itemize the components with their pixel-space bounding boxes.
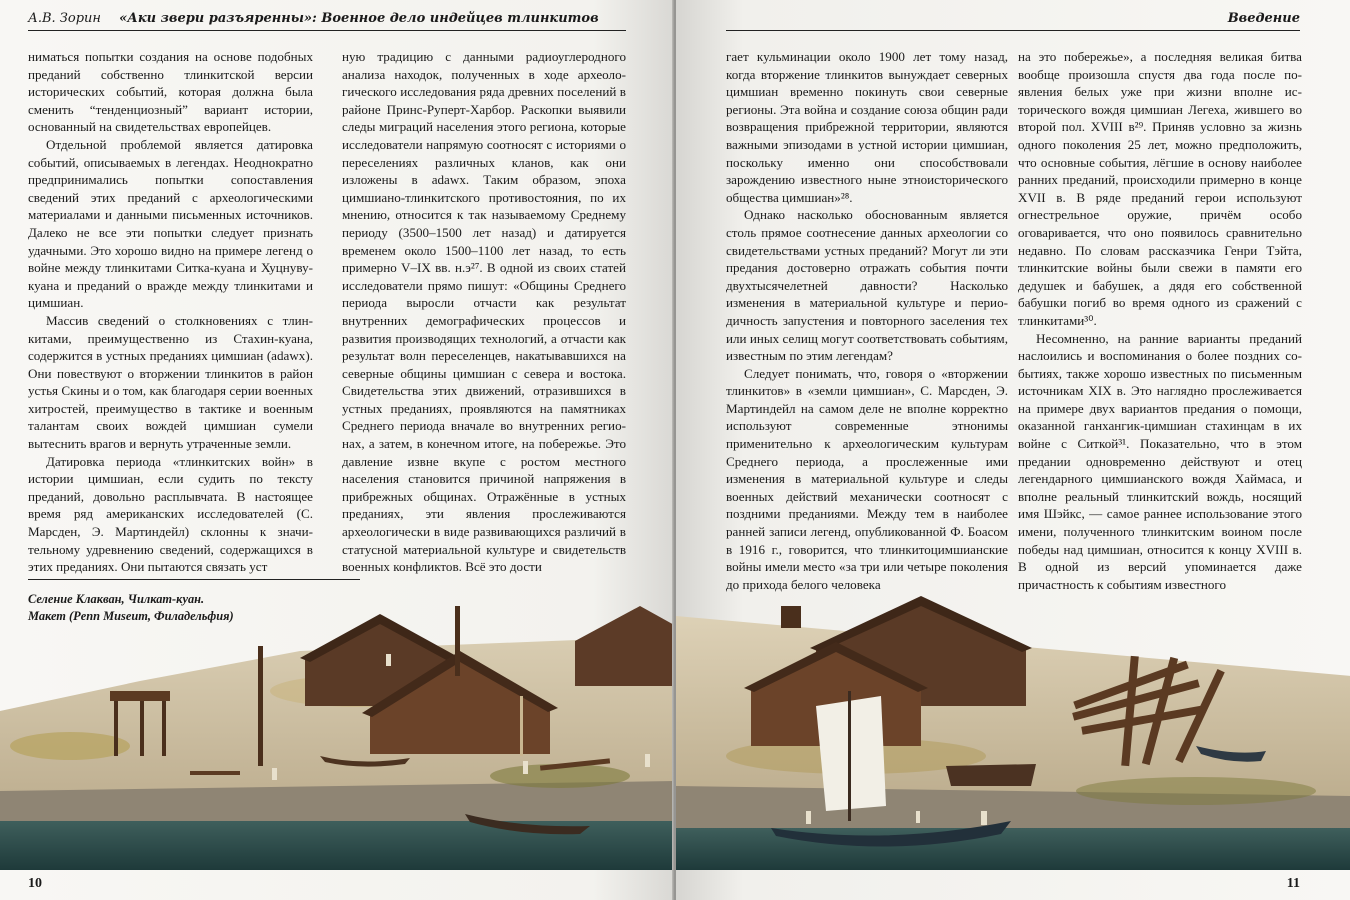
- paragraph: гает кульминации около 1900 лет тому назад, когда вторжение тлинкитов вынуждает северных цимшиан временно покинуть свои северные регионы. Эта война и создание союза общин ради возвращения прибрежной территории, являются важными эпизодами в устной истории цимшиан, поскольку именно они способствовали зарождению известного ныне этноисторического общества цимшиан»²⁸.: [726, 49, 1008, 205]
- left-column-1: [28, 48, 313, 576]
- paragraph: Датировка периода «тлинкитских войн» в истории цимшиан, если судить по тексту преданий, довольно расплывчата. В настоящее время ряд американских исследователей (С. Марсден, Э. Мартиндейл) склонны к значительному удревнению сведений, содержащихся в этих преданиях. Они пытаются связать уст: [28, 453, 313, 575]
- diorama-photo-left: [0, 596, 674, 870]
- paragraph: Следует понимать, что, говоря о «вторжении тлинкитов» в «земли цимшиан», С. Марсден, Э. Мартиндейл на самом деле не вполне корректно используют современные этнонимы применительно к археологическим культурам Среднего периода, а прослеженные ими изменения в материальной культуре и следы военных действий механически соотносят с поздними преданиями. Между тем в наиболее ранней записи легенд, опубликованной Ф. Боасом в 1916 г., говорится, что тлинкитоцимшианские войны имели место «за три или четыре поколения до прихода белого человека: [726, 365, 1008, 592]
- caption-line-2: Макет (Penn Museum, Филадельфия): [28, 609, 234, 623]
- paragraph: Массив сведений о столкновениях с тлинкитами, преимущественно из Стахин-куана, содержится в устных преданиях цимшиан (adawx). Они повествуют о вторжении тлинкитов в район устья Скины и о том, как благодаря серии военных хитростей, преимущество в тактике и военным талантам своих вождей цимшиан сумели вытеснить врагов и вернуть утраченные земли.: [28, 312, 313, 452]
- right-column-2: [1018, 48, 1302, 593]
- running-head-title: «Аки звери разъяренны»: Военное дело индейцев тлинкитов: [119, 11, 599, 26]
- page-number: 11: [1286, 876, 1300, 891]
- paragraph: на это побережье», а последняя великая битва вообще произошла спустя два года после появления белых уже при жизни вполне исторического вождя цимшиан Легеха, жившего во второй пол. XVIII в²⁹. Приняв условно за жизнь одного поколения 25 лет, можно предположить, что основные события, лёгшие в основу наиболее ранних преданий, происходили примерно в конце XVII в. В ряде преданий герои используют огнестрельное оружие, причём особо оговаривается, что оно появилось сравнительно недавно. По словам рассказчика Генри Тэйта, тлинкитские войны были свежи в памяти его дедушек и бабушек, а дядя его собственной бабушки погиб во время одного из сражений с тлинкитами³⁰.: [1018, 49, 1302, 328]
- caption-rule: [28, 579, 360, 580]
- left-column-2: [342, 48, 626, 576]
- right-column-1: [726, 48, 1008, 593]
- paragraph: ную традицию с данными радиоуглеродного анализа находок, полученных в ходе археологического исследования ряда древних поселений в районе Принс-Руперт-Харбор. Раскопки выявили следы миграций населения этого региона, которые исследователи напрямую соотносят с историями о переселениях различных кланов, как они изложены в adawx. Таким образом, эпоха цимшиано-тлинкитского противостояния, по их мнению, относится к так называемому Среднему периоду (3500–1500 лет назад) и датируется временем около 1500–1100 лет назад, то есть примерно V–IX вв. н.э²⁷. В одной из своих статей исследователи прямо пишут: «Общины Среднего периода выросли отчасти как результат внутренних демографических процессов и развития производящих технологий, а отчасти как результат волн переселенцев, накатывавшихся на северные общины цимшиан с севера и востока. Свидетельства этих движений, отразившихся в устных преданиях, проявляются на памятниках Среднего периода вначале во внутренних регионах, а затем, в конечном итоге, на побережье. Это давление извне вкупе с ростом местного населения становится причиной напряжения в прибрежных общинах. Отражённые в устных преданиях, эти явления прослеживаются археологически в виде развивающихся различий в статусной материальной культуре и свидетельств военных конфликтов. Всё это дости: [342, 49, 626, 575]
- paragraph: ниматься попытки создания на основе подобных преданий собственно тлинкитской версии исторических событий, которая должна была сменить “тенденциозный” вариант истории, основанный на свидетельствах европейцев.: [28, 49, 313, 135]
- running-head-author: А.В. Зорин: [28, 11, 101, 26]
- right-page: [676, 0, 1350, 900]
- paragraph: Отдельной проблемой является датировка событий, описываемых в легендах. Неоднократно предпринимались попытки сопоставления сведений этих преданий с археологическими материалами и данными письменных источников. Далеко не все эти попытки следует признать удачными. Это хорошо видно на примере легенд о войне между тлинкитами Ситка-куана и Хуцнуву-куана и преданий о вражде между тлинкитами и цимшиан.: [28, 136, 313, 311]
- caption-line-1: Селение Клакван, Чилкат-куан.: [28, 592, 205, 606]
- paragraph: Несомненно, на ранние варианты преданий наслоились и воспоминания о более поздних событиях, также хорошо известных по письменным источникам XIX в. Это наглядно прослеживается на примере двух вариантов предания о помощи, оказанной ганхангик-цимшиан стахинцам в их войне с Ситкой³¹. Показательно, что в этом предании одновременно действуют и отец легендарного цимшианского вождя Хаймаса, и вполне реальный тлинкитский вождь, носящий имя Шэйкс, — самое раннее использование этого имени, полученного тлинкитским воином после победы над цимшиан, относится к концу XVIII в. В одной из версий упоминается даже причастность к событиям известного: [1018, 330, 1302, 592]
- left-page: [0, 0, 674, 900]
- right-running-head: [726, 8, 1300, 31]
- page-number: 10: [28, 876, 42, 891]
- diorama-photo-right: [676, 596, 1350, 870]
- paragraph: Однако насколько обоснованным является столь прямое соотнесение данных археологии со свидетельствами устных преданий? Могут ли эти предания достоверно отражать события почти двухтысячелетней давности? Насколько изменения в материальной культуре и периодичность запустения и повторного заселения тех или иных селищ могут соответствовать событиям, известным по этим легендам?: [726, 207, 1008, 364]
- left-running-head: [28, 8, 626, 31]
- running-head-section: Введение: [1227, 11, 1300, 26]
